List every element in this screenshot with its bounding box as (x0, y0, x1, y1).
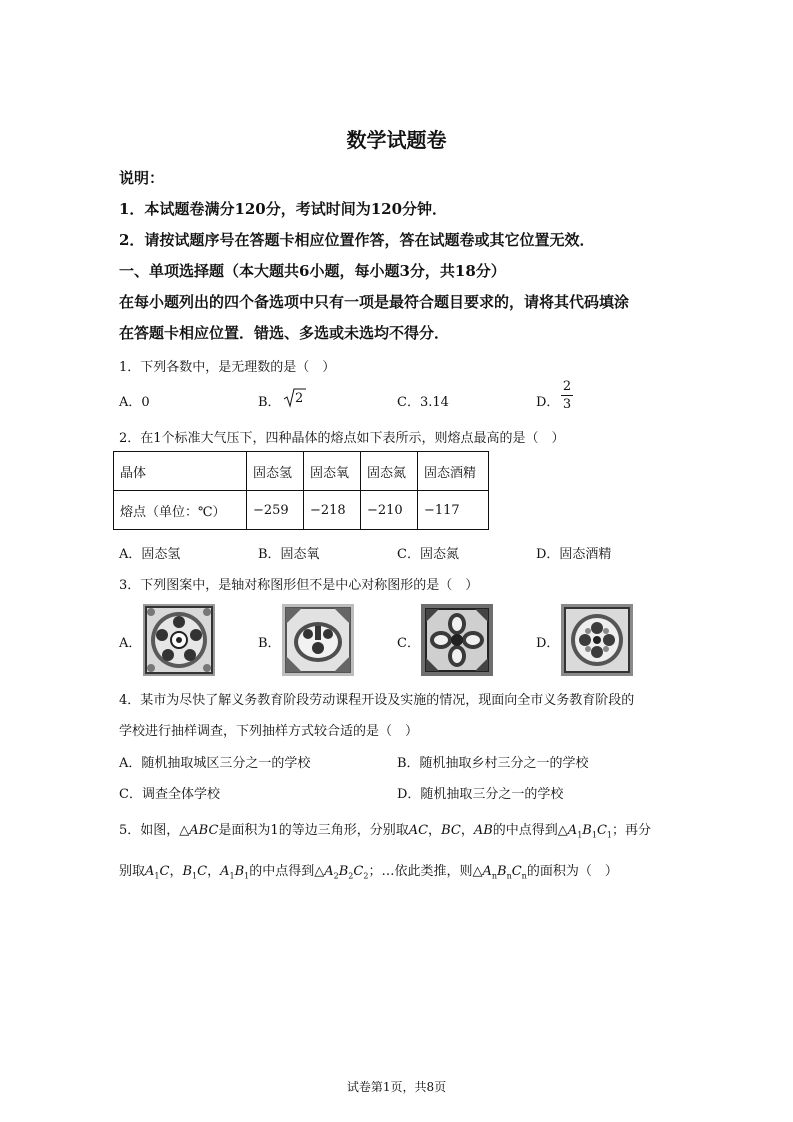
q5-text: 5．如图， (119, 823, 180, 838)
section-instruction-2: 在答题卡相应位置．错选、多选或未选均不得分． (119, 324, 450, 342)
fraction-denominator: 3 (562, 397, 572, 412)
section-heading: 一、单项选择题（本大题共6小题，每小题3分，共18分） (119, 262, 506, 280)
table-header-row (114, 452, 489, 491)
q4-option-a: A．随机抽取城区三分之一的学校 (119, 756, 311, 771)
q2-option-b: B．固态氧 (258, 547, 320, 562)
triangle-a2b2c2-symbol: $\triangle A_2B_2C_2$ (314, 864, 369, 881)
melting-point-table (113, 451, 489, 530)
q5-line-1 (119, 819, 651, 840)
q4-option-d: D．随机抽取三分之一的学校 (397, 787, 564, 802)
q5-text: 的中点得到 (249, 864, 315, 879)
q5-text: ；…依此类推，则 (368, 864, 473, 879)
q1-option-d-label: D． (536, 395, 560, 410)
q2-option-c: C．固态氮 (397, 547, 459, 562)
triangle-anbncn-symbol: $\triangle A_nB_nC_n$ (472, 864, 527, 881)
intro-line-2: 2．请按试题序号在答题卡相应位置作答，答在试题卷或其它位置无效． (119, 231, 595, 249)
q1-option-d-fraction (561, 379, 573, 412)
q2-option-d: D．固态酒精 (536, 547, 612, 562)
table-cell: −117 (418, 491, 489, 530)
triangle-abc-symbol: △ABC (179, 823, 219, 838)
q4-option-b: B．随机抽取乡村三分之一的学校 (397, 756, 589, 771)
tile-pattern-b-image (282, 604, 354, 676)
triangle-a1b1c1-symbol: $\triangle A_1B_1C_1$ (557, 823, 612, 840)
q4-option-c: C．调查全体学校 (119, 787, 220, 802)
page-title: 数学试题卷 (346, 128, 447, 152)
section-instruction-1: 在每小题列出的四个备选项中只有一项是最符合题目要求的，请将其代码填涂 (119, 293, 630, 311)
page-footer: 试卷第1页，共8页 (346, 1080, 447, 1094)
table-cell: −259 (247, 491, 304, 530)
q3-option-a: A． (119, 636, 142, 651)
table-cell: 固态氮 (361, 452, 418, 491)
table-row (114, 491, 489, 530)
q3-option-c: C． (397, 636, 420, 651)
tile-pattern-c-image (421, 604, 493, 676)
q5-sides-symbol: AC，BC，AB (408, 823, 493, 838)
table-cell: −218 (304, 491, 361, 530)
q3-option-d: D． (536, 636, 560, 651)
intro-line-1: 1．本试题卷满分120分，考试时间为120分钟． (119, 200, 448, 218)
q5-text: ；再分 (611, 823, 651, 838)
fraction-bar (561, 395, 573, 396)
q1-option-b-radicand: 2 (295, 391, 304, 406)
table-cell: 晶体 (114, 452, 247, 491)
intro-label: 说明： (119, 169, 165, 187)
q2-stem: 2．在1个标准大气压下，四种晶体的熔点如下表所示，则熔点最高的是（ ） (119, 431, 565, 446)
q4-stem-line-1: 4．某市为尽快了解义务教育阶段劳动课程开设及实施的情况，现面向全市义务教育阶段的 (119, 693, 635, 708)
tile-pattern-a-image (143, 604, 215, 676)
q1-option-b-label: B． (258, 395, 281, 410)
q3-stem: 3．下列图案中，是轴对称图形但不是中心对称图形的是（ ） (119, 578, 479, 593)
q1-option-c: C．3.14 (397, 395, 449, 410)
q4-stem-line-2: 学校进行抽样调查，下列抽样方式较合适的是（ ） (119, 724, 419, 739)
table-cell: 固态氢 (247, 452, 304, 491)
q5-text: 别取 (119, 864, 146, 879)
q5-text: 是面积为1的等边三角形，分别取 (218, 823, 409, 838)
q2-option-a: A．固态氢 (119, 547, 181, 562)
q3-option-b: B． (258, 636, 281, 651)
table-cell: 固态酒精 (418, 452, 489, 491)
tile-pattern-d-image (561, 604, 633, 676)
table-cell: 固态氧 (304, 452, 361, 491)
q5-segments-symbol: $A_1C$，$B_1C$，$A_1B_1$ (145, 864, 250, 881)
q1-stem: 1．下列各数中，是无理数的是（ ） (119, 360, 336, 375)
q5-line-2 (119, 860, 618, 881)
table-cell: −210 (361, 491, 418, 530)
q1-option-a: A．0 (119, 395, 150, 410)
table-cell: 熔点（单位：℃） (114, 491, 247, 530)
fraction-numerator: 2 (562, 379, 572, 394)
q5-text: 的中点得到 (492, 823, 558, 838)
q5-text: 的面积为（ ） (526, 864, 618, 879)
